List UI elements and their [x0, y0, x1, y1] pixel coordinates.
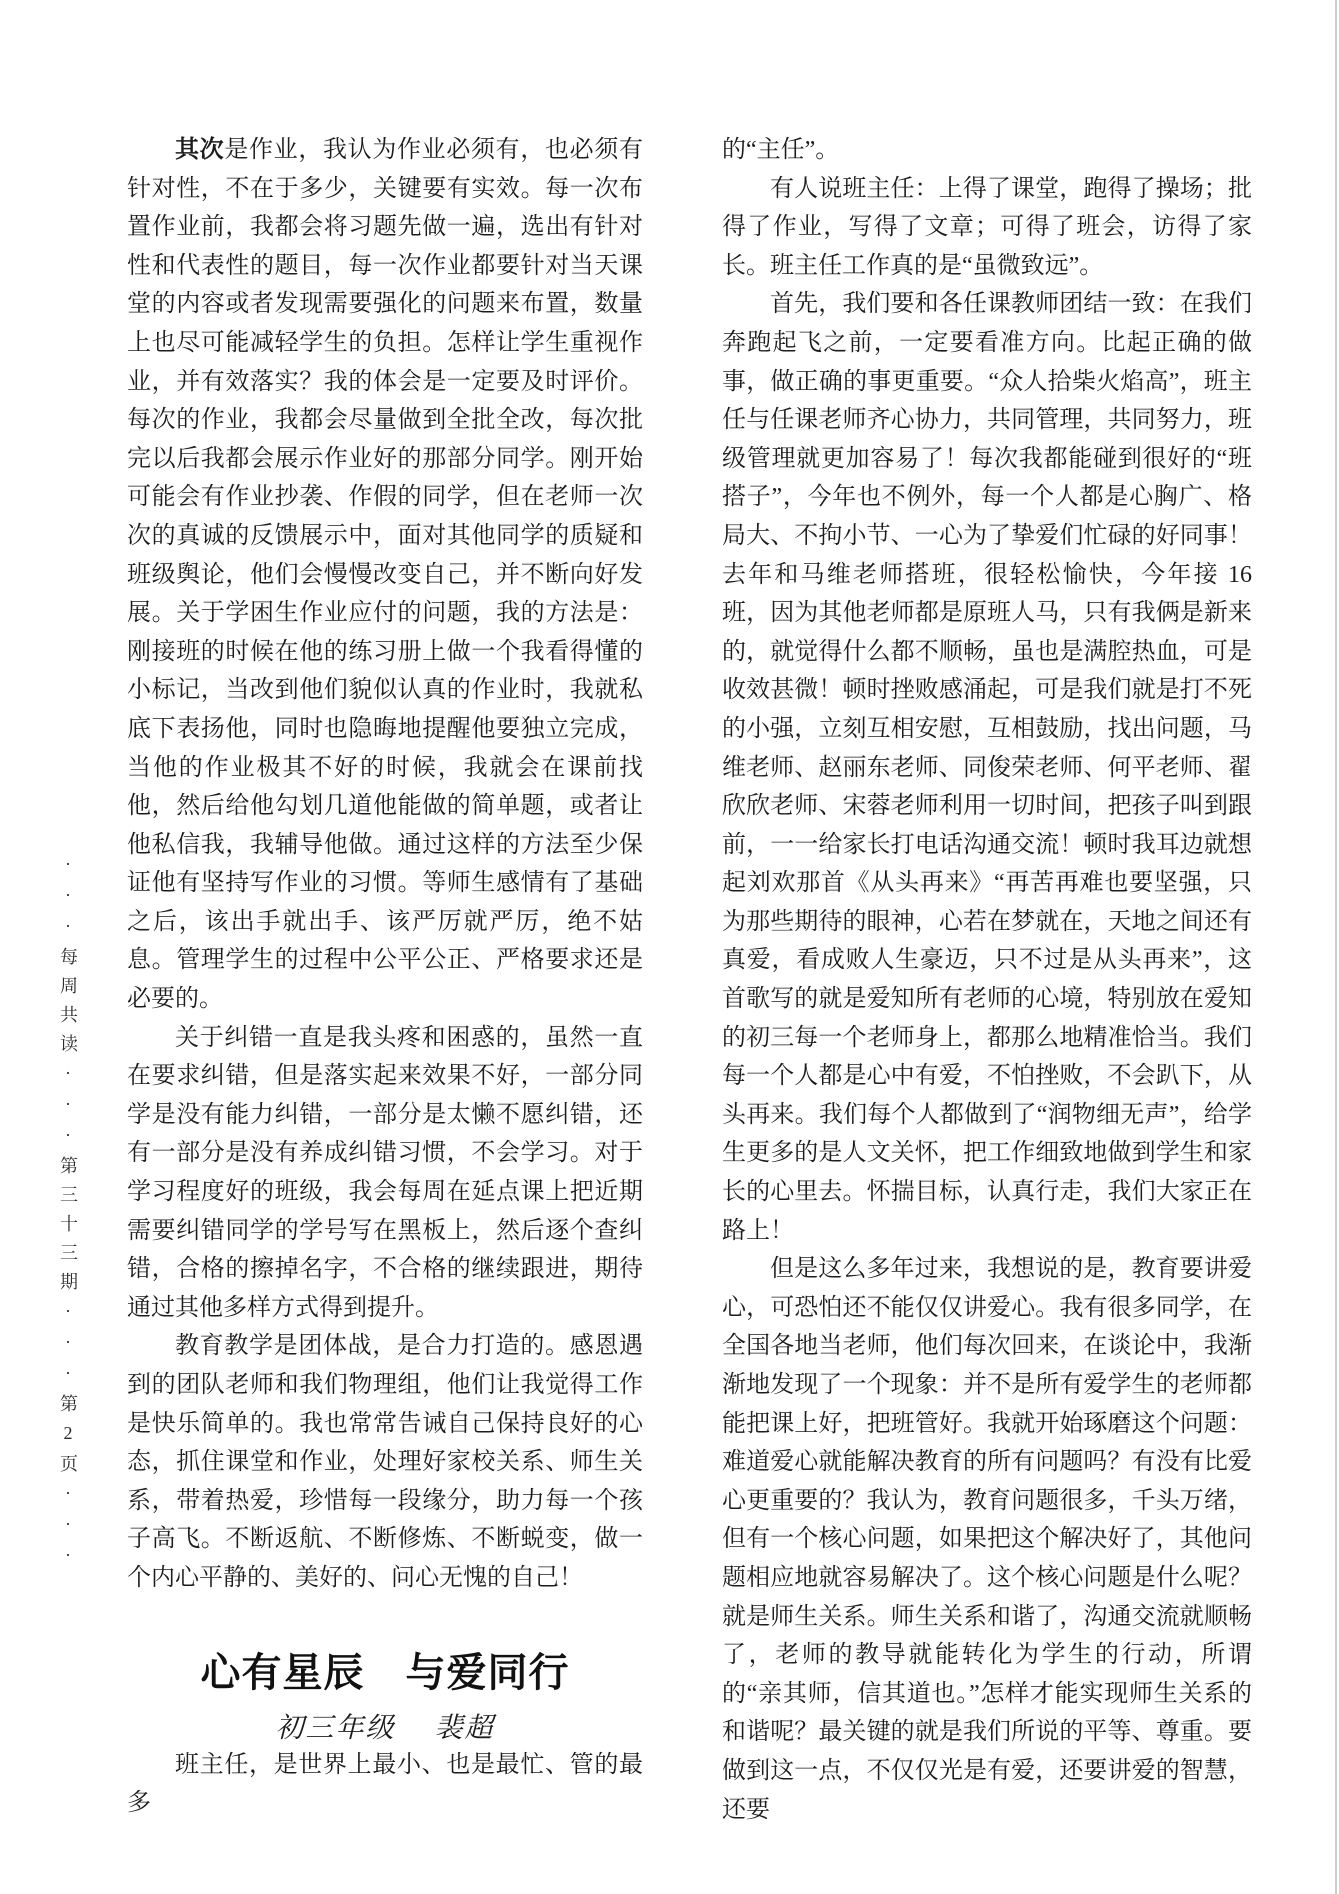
paragraph: 首先，我们要和各任课教师团结一致：在我们奔跑起飞之前，一定要看准方向。比起正确的做事，做正确的事更重要。“众人拾柴火焰高”，班主任与任课老师齐心协力，共同管理，共同努力，班级管理就更加容易了！每次我都能碰到很好的“班搭子”，今年也不例外，每一个人都是心胸广、格局大、不拘小节、一心为了挚爱们忙碌的好同事！去年和马维老师搭班，很轻松愉快，今年接 16 班，因为其他老师都是原班人马，只有我俩是新来的，就觉得什么都不顺畅，虽也是满腔热血，可是收效甚微！顿时挫败感涌起，可是我们就是打不死的小强，立刻互相安慰，互相鼓励，找出问题，马维老师、赵丽东老师、同俊荣老师、何平老师、翟欣欣老师、宋蓉老师利用一切时间，把孩子叫到跟前，一一给家长打电话沟通交流！顿时我耳边就想起刘欢那首《从头再来》“再苦再难也要坚强，只为那些期待的眼神，心若在梦就在，天地之间还有真爱，看成败人生豪迈，只不过是从头再来”，这首歌写的就是爱知所有老师的心境，特别放在爱知的初三每一个老师身上，都那么地精准恰当。我们每一个人都是心中有爱，不怕挫败，不会趴下，从头再来。我们每个人都做到了“润物细无声”，给学生更多的是人文关怀，把工作细致地做到学生和家长的心里去。怀揣目标，认真行走，我们大家正在路上！: [722, 291, 1252, 1244]
scan-edge-line: [1335, 0, 1337, 1894]
paragraph-continuation: 的“主任”。: [722, 137, 840, 163]
paragraph: [127, 131, 643, 1019]
left-column: [127, 131, 643, 1823]
paragraph: 教育教学是团体战，是合力打造的。感恩遇到的团队老师和我们物理组，他们让我觉得工作是快乐简单的。我也常常告诫自己保持良好的心态，抓住课堂和作业，处理好家校关系、师生关系，带着热爱，珍惜每一段缘分，助力每一个孩子高飞。不断返航、不断修炼、不断蜕变，做一个内心平静的、美好的、问心无愧的自己！: [127, 1333, 643, 1591]
issue-side-label: ···每周共读···第三十三期···第2页···: [58, 854, 78, 1576]
paragraph: 但是这么多年过来，我想说的是，教育要讲爱心，可恐怕还不能仅仅讲爱心。我有很多同学，在全国各地当老师，他们每次回来，在谈论中，我渐渐地发现了一个现象：并不是所有爱学生的老师都能把课上好，把班管好。我就开始琢磨这个问题：难道爱心就能解决教育的所有问题吗？有没有比爱心更重要的？我认为，教育问题很多，千头万绪，但有一个核心问题，如果把这个解决好了，其他问题相应地就容易解决了。这个核心问题是什么呢？就是师生关系。师生关系和谐了，沟通交流就顺畅了，老师的教导就能转化为学生的行动，所谓的“亲其师，信其道也。”怎样才能实现师生关系的和谐呢？最关键的就是我们所说的平等、尊重。要做到这一点，不仅仅光是有爱，还要讲爱的智慧，还要: [722, 1256, 1252, 1823]
paragraph-lead-bold: 其次: [175, 137, 225, 163]
article-title: 心有星辰 与爱同行: [200, 1649, 570, 1695]
article-byline: 初三年级 裴超: [275, 1712, 495, 1744]
paragraph: 关于纠错一直是我头疼和困惑的，虽然一直在要求纠错，但是落实起来效果不好，一部分同学是没有能力纠错，一部分是太懒不愿纠错，还有一部分是没有养成纠错习惯，不会学习。对于学习程度好的班级，我会每周在延点课上把近期需要纠错同学的学号写在黑板上，然后逐个查纠错，合格的擦掉名字，不合格的继续跟进，期待通过其他多样方式得到提升。: [127, 1024, 643, 1321]
paragraph-text: 是作业，我认为作业必须有，也必须有针对性，不在于多少，关键要有实效。每一次布置作业前，我都会将习题先做一遍，选出有针对性和代表性的题目，每一次作业都要针对当天课堂的内容或者发现需要强化的问题来布置，数量上也尽可能减轻学生的负担。怎样让学生重视作业，并有效落实？我的体会是一定要及时评价。每次的作业，我都会尽量做到全批全改，每次批完以后我都会展示作业好的那部分同学。刚开始可能会有作业抄袭、作假的同学，但在老师一次次的真诚的反馈展示中，面对其他同学的质疑和班级舆论，他们会慢慢改变自己，并不断向好发展。关于学困生作业应付的问题，我的方法是：刚接班的时候在他的练习册上做一个我看得懂的小标记，当改到他们貌似认真的作业时，我就私底下表扬他，同时也隐晦地提醒他要独立完成，当他的作业极其不好的时候，我就会在课前找他，然后给他勾划几道他能做的简单题，或者让他私信我，我辅导他做。通过这样的方法至少保证他有坚持写作业的习惯。等师生感情有了基础之后，该出手就出手、该严厉就严厉，绝不姑息。管理学生的过程中公平公正、严格要求还是必要的。: [127, 137, 644, 1013]
paragraph: 班主任，是世界上最小、也是最忙、管的最多: [127, 1751, 643, 1817]
paragraph: 有人说班主任：上得了课堂，跑得了操场；批得了作业，写得了文章；可得了班会，访得了家长。班主任工作真的是“虽微致远”。: [722, 175, 1252, 279]
right-column: [722, 131, 1252, 1829]
